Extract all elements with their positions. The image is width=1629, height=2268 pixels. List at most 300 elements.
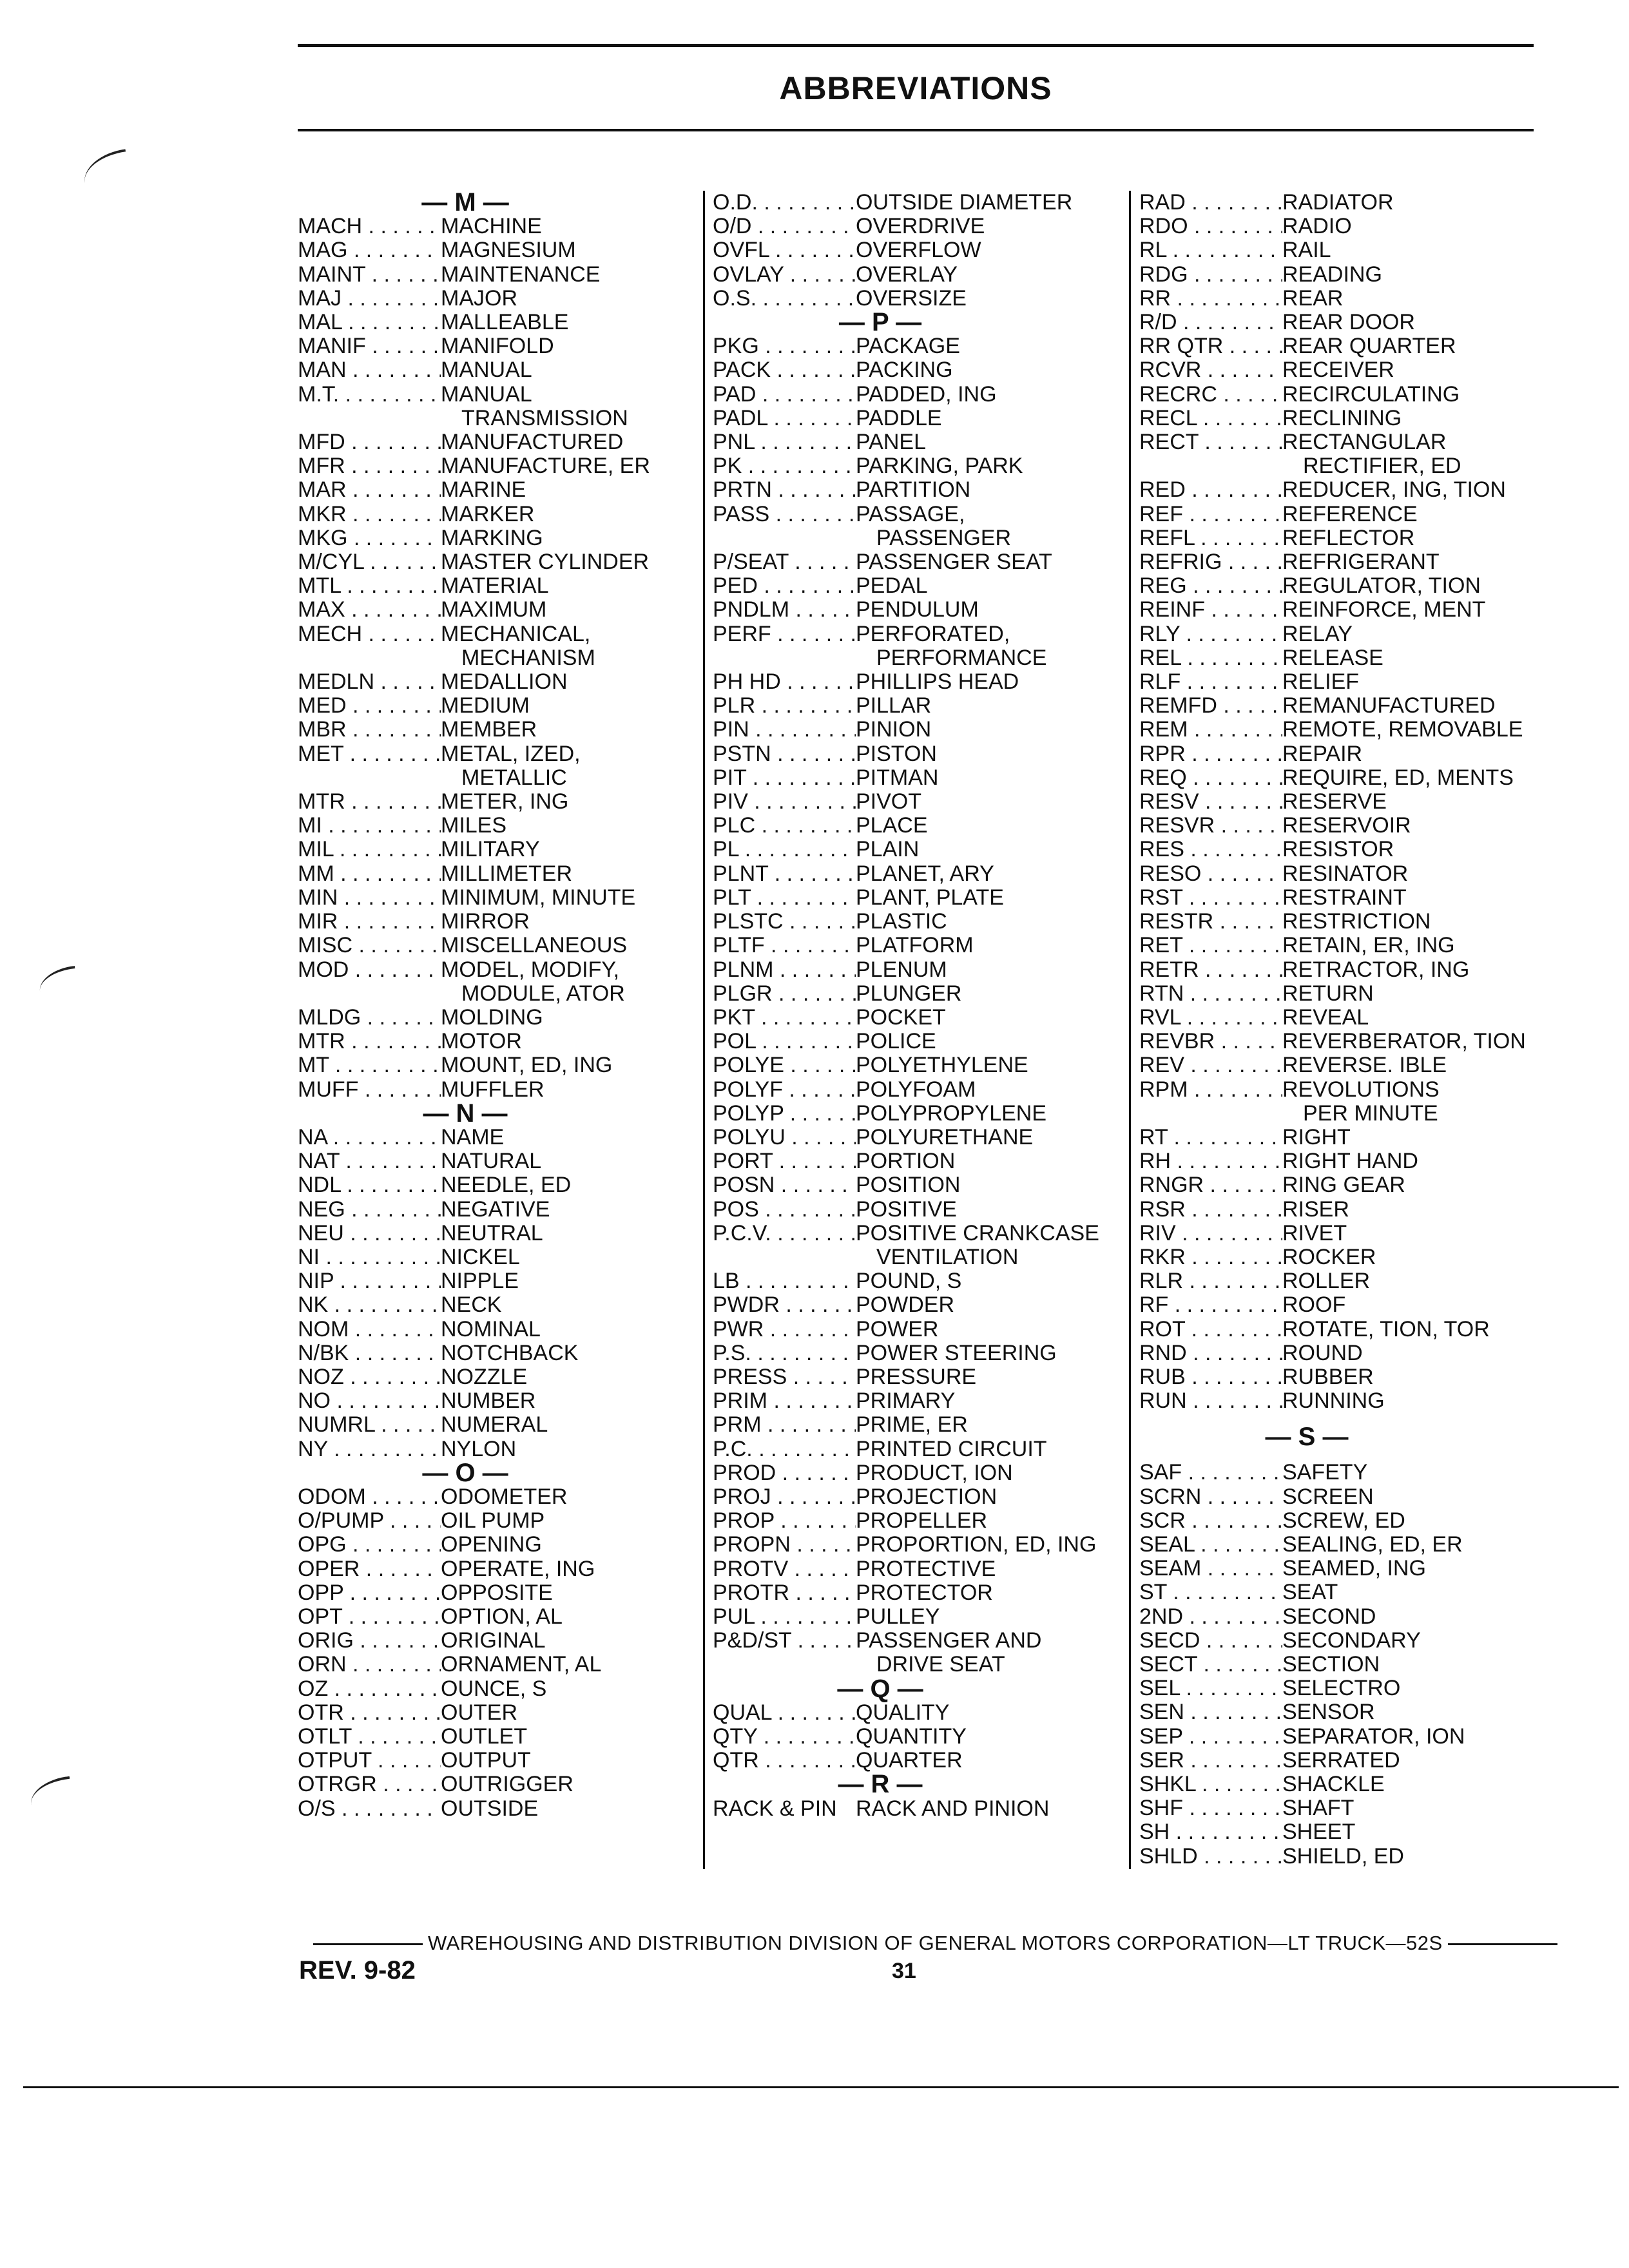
abbreviation-term: MIN . . .: [298, 886, 441, 910]
abbreviation-entry: [713, 958, 1115, 982]
abbreviation-term: ROT . . .: [1139, 1318, 1282, 1341]
abbreviation-term: QUAL . . .: [713, 1701, 856, 1725]
abbreviation-entry: [713, 886, 1115, 910]
abbreviation-definition: RESERVE: [1282, 789, 1387, 814]
abbreviation-entry: [1139, 1725, 1541, 1749]
abbreviation-entry: [713, 742, 1115, 766]
abbreviation-definition: RESINATOR: [1282, 861, 1409, 886]
abbreviation-definition: MOTOR: [441, 1029, 522, 1054]
abbreviation-definition: PORTION: [856, 1149, 956, 1174]
abbreviation-term: NI . . .: [298, 1245, 441, 1269]
abbreviation-term: RST . . .: [1139, 886, 1282, 910]
abbreviation-term: POL . . .: [713, 1030, 856, 1053]
abbreviation-definition: PLASTIC: [856, 909, 947, 934]
abbreviation-entry: [713, 334, 1115, 358]
abbreviation-term: P.C.V. . . .: [713, 1222, 856, 1245]
abbreviation-term: RETR . . .: [1139, 958, 1282, 982]
abbreviation-term: RESVR . . .: [1139, 814, 1282, 838]
abbreviation-term: MAINT . . .: [298, 263, 441, 287]
abbreviation-term: RES . . .: [1139, 838, 1282, 861]
abbreviation-term: SHKL . . .: [1139, 1773, 1282, 1796]
abbreviation-term: SECD . . .: [1139, 1629, 1282, 1653]
abbreviation-definition: MANUAL: [441, 381, 532, 407]
abbreviation-entry: [713, 1293, 1115, 1317]
abbreviation-entry: [298, 622, 710, 646]
abbreviation-entry: [713, 1006, 1115, 1030]
abbreviation-definition: PASSENGER SEAT: [856, 550, 1052, 575]
abbreviation-entry: [1139, 287, 1541, 311]
abbreviation-definition: PEDAL: [856, 573, 928, 599]
abbreviation-definition: MAXIMUM: [441, 597, 547, 622]
abbreviation-entry: [713, 1173, 1115, 1197]
abbreviation-entry: [1139, 1581, 1541, 1604]
abbreviation-definition: PHILLIPS HEAD: [856, 669, 1019, 695]
abbreviation-term: RET . . .: [1139, 934, 1282, 957]
abbreviation-definition: QUARTER: [856, 1748, 963, 1773]
abbreviation-entry: [713, 383, 1115, 407]
abbreviation-entry: [1139, 526, 1541, 550]
abbreviation-definition: OVERDRIVE: [856, 214, 985, 239]
abbreviation-entry: [298, 430, 710, 454]
abbreviation-definition: MODEL, MODIFY,: [441, 957, 620, 982]
abbreviation-definition: REINFORCE, MENT: [1282, 597, 1486, 622]
abbreviation-entry: [298, 1269, 710, 1293]
abbreviation-term: PLNT . . .: [713, 862, 856, 886]
abbreviation-definition: SECTION: [1282, 1651, 1380, 1677]
abbreviation-entry: [713, 1053, 1115, 1077]
abbreviation-term: MED . . .: [298, 694, 441, 718]
abbreviation-term: SEP . . .: [1139, 1725, 1282, 1749]
abbreviation-term: PLTF . . .: [713, 934, 856, 957]
abbreviation-definition: MECHANISM: [461, 645, 595, 670]
abbreviation-entry: [1139, 1126, 1541, 1149]
abbreviation-entry: [1139, 311, 1541, 334]
section-heading: — M —: [421, 188, 509, 216]
abbreviation-definition: NYLON: [441, 1436, 517, 1461]
abbreviation-term: PACK . . .: [713, 358, 856, 382]
abbreviation-entry: [298, 287, 710, 311]
abbreviation-term: POS . . .: [713, 1198, 856, 1222]
abbreviation-term: SCRN . . .: [1139, 1485, 1282, 1509]
abbreviation-entry: [298, 1581, 710, 1605]
abbreviation-entry: [298, 742, 710, 766]
abbreviation-entry: [1139, 766, 1541, 790]
abbreviation-term: PASS . . .: [713, 503, 856, 526]
abbreviation-definition: PIVOT: [856, 789, 922, 814]
abbreviation-definition: POSITIVE: [856, 1196, 957, 1222]
abbreviation-term: QTR . . .: [713, 1749, 856, 1773]
abbreviation-term: POSN . . .: [713, 1173, 856, 1197]
abbreviation-entry: [1139, 886, 1541, 910]
abbreviation-entry: [713, 263, 1115, 287]
abbreviation-term: NUMRL . . .: [298, 1413, 441, 1437]
abbreviation-definition: REAR: [1282, 285, 1344, 311]
abbreviation-entry: [713, 1461, 1115, 1485]
abbreviation-entry: [298, 1149, 710, 1173]
abbreviation-definition: ROTATE, TION, TOR: [1282, 1316, 1490, 1341]
abbreviation-definition: OPTION, AL: [441, 1604, 563, 1629]
abbreviation-entry: [298, 1173, 710, 1197]
abbreviation-definition: REPAIR: [1282, 741, 1363, 766]
abbreviation-definition: OVERFLOW: [856, 238, 981, 263]
abbreviation-definition: REDUCER, ING, TION: [1282, 477, 1506, 503]
abbreviation-entry: [1139, 1389, 1541, 1413]
abbreviation-entry: [1139, 790, 1541, 814]
abbreviation-entry: [298, 1653, 710, 1677]
abbreviation-term: SHF . . .: [1139, 1796, 1282, 1820]
abbreviation-definition: PADDLE: [856, 405, 942, 430]
abbreviation-entry: [1139, 1318, 1541, 1341]
abbreviation-definition: PRIMARY: [856, 1389, 956, 1414]
footer-line: [308, 1932, 1539, 1955]
abbreviation-entry: [713, 1389, 1115, 1413]
abbreviation-entry: [1139, 358, 1541, 382]
abbreviation-term: MIL . . .: [298, 838, 441, 861]
abbreviation-term: REFRIG . . .: [1139, 550, 1282, 574]
abbreviation-definition: RECIRCULATING: [1282, 381, 1460, 407]
abbreviation-definition: PENDULUM: [856, 597, 979, 622]
abbreviation-definition: NUMBER: [441, 1389, 536, 1414]
abbreviation-entry-continuation: [713, 1653, 1115, 1677]
abbreviation-term: O/S . . .: [298, 1797, 441, 1821]
abbreviation-entry: [298, 910, 710, 934]
abbreviation-definition: OPPOSITE: [441, 1580, 553, 1605]
abbreviation-term: NOM . . .: [298, 1318, 441, 1341]
abbreviation-entry: [713, 1030, 1115, 1053]
abbreviation-entry: [298, 503, 710, 526]
abbreviation-definition: OUTPUT: [441, 1748, 531, 1773]
abbreviation-entry-continuation: [298, 982, 710, 1006]
abbreviation-definition: RETRACTOR, ING: [1282, 957, 1470, 982]
abbreviation-entry: [1139, 1341, 1541, 1365]
abbreviation-term: RL . . .: [1139, 238, 1282, 262]
abbreviation-entry: [298, 814, 710, 838]
abbreviation-definition: ORNAMENT, AL: [441, 1652, 602, 1677]
abbreviation-term: REF . . .: [1139, 503, 1282, 526]
abbreviation-definition: PULLEY: [856, 1604, 940, 1629]
abbreviation-term: REINF . . .: [1139, 598, 1282, 622]
abbreviation-entry-continuation: [1139, 454, 1541, 478]
revision-label: REV. 9-82: [299, 1956, 416, 1984]
abbreviation-entry: [298, 334, 710, 358]
abbreviation-definition: MAINTENANCE: [441, 262, 601, 287]
abbreviation-term: MLDG . . .: [298, 1006, 441, 1030]
abbreviation-definition: PLANT, PLATE: [856, 885, 1004, 910]
abbreviation-entry: [713, 1149, 1115, 1173]
abbreviation-definition: RELAY: [1282, 621, 1353, 646]
abbreviation-entry: [1139, 1198, 1541, 1222]
abbreviation-entry: [713, 1078, 1115, 1102]
abbreviation-term: RESTR . . .: [1139, 910, 1282, 934]
abbreviation-term: REVBR . . .: [1139, 1030, 1282, 1053]
abbreviation-term: SHLD . . .: [1139, 1845, 1282, 1869]
abbreviation-indent: [713, 1245, 856, 1269]
abbreviation-indent: [298, 982, 441, 1006]
abbreviation-definition: PASSENGER: [876, 525, 1012, 550]
abbreviation-term: ORN . . .: [298, 1653, 441, 1677]
abbreviation-definition: RETAIN, ER, ING: [1282, 933, 1455, 958]
abbreviation-entry-continuation: [713, 526, 1115, 550]
abbreviation-entry: [713, 503, 1115, 526]
abbreviation-definition: PADDED, ING: [856, 381, 997, 407]
abbreviation-entry: [298, 1222, 710, 1245]
abbreviation-entry: [298, 1701, 710, 1725]
abbreviation-definition: MANUAL: [441, 358, 532, 383]
abbreviation-term: PLC . . .: [713, 814, 856, 838]
abbreviation-indent: [298, 407, 441, 430]
abbreviation-entry: [298, 215, 710, 238]
abbreviation-definition: PACKING: [856, 358, 953, 383]
abbreviation-term: PLT . . .: [713, 886, 856, 910]
abbreviation-term: P.C. . . .: [713, 1437, 856, 1461]
abbreviation-term: PAD . . .: [713, 383, 856, 407]
abbreviation-entry: [1139, 1509, 1541, 1533]
abbreviation-column-2: [702, 191, 1115, 1821]
abbreviation-definition: PERFORMANCE: [876, 645, 1047, 670]
abbreviation-indent: [713, 1653, 856, 1677]
binder-hole-mark: [37, 966, 77, 992]
abbreviation-definition: RUNNING: [1282, 1389, 1385, 1414]
abbreviation-entry: [713, 1509, 1115, 1533]
abbreviation-definition: RAIL: [1282, 238, 1331, 263]
abbreviation-term: RT . . .: [1139, 1126, 1282, 1149]
abbreviation-entry: [713, 670, 1115, 694]
section-heading: — N —: [423, 1099, 508, 1128]
abbreviation-term: PROJ . . .: [713, 1485, 856, 1509]
abbreviation-term: PLGR . . .: [713, 982, 856, 1006]
abbreviation-term: MANIF . . .: [298, 334, 441, 358]
abbreviation-definition: PLENUM: [856, 957, 947, 982]
abbreviation-definition: RECTANGULAR: [1282, 430, 1447, 455]
abbreviation-term: MFD . . .: [298, 430, 441, 454]
abbreviation-definition: RECEIVER: [1282, 358, 1394, 383]
abbreviation-definition: OVERSIZE: [856, 285, 967, 311]
abbreviation-definition: PERFORATED,: [856, 621, 1010, 646]
abbreviation-definition: POWER: [856, 1316, 939, 1341]
abbreviation-entry: [298, 1245, 710, 1269]
abbreviation-entry: [298, 1437, 710, 1461]
abbreviation-term: PLR . . .: [713, 694, 856, 718]
abbreviation-entry: [298, 1485, 710, 1509]
abbreviation-entry: [1139, 838, 1541, 861]
abbreviation-entry: [1139, 1700, 1541, 1724]
abbreviation-entry: [1139, 1078, 1541, 1102]
abbreviation-term: RLR . . .: [1139, 1269, 1282, 1293]
abbreviation-definition: PRIME, ER: [856, 1412, 968, 1437]
abbreviation-definition: OUTSIDE: [441, 1796, 539, 1821]
abbreviation-entry: [1139, 742, 1541, 766]
abbreviation-entry: [1139, 1820, 1541, 1844]
abbreviation-definition: MAJOR: [441, 285, 517, 311]
abbreviation-entry: [1139, 478, 1541, 502]
footer-dash: [313, 1943, 423, 1945]
abbreviation-entry: [298, 1318, 710, 1341]
abbreviation-entry: [298, 1509, 710, 1533]
abbreviation-entry: [298, 670, 710, 694]
abbreviation-entry: [713, 766, 1115, 790]
abbreviation-entry: [1139, 1749, 1541, 1773]
abbreviation-definition: POWDER: [856, 1293, 954, 1318]
abbreviation-definition: SERRATED: [1282, 1747, 1400, 1773]
abbreviation-definition: MATERIAL: [441, 573, 549, 599]
abbreviation-definition: MEDIUM: [441, 693, 530, 718]
abbreviation-term: PRESS . . .: [713, 1365, 856, 1389]
footer-dash: [1448, 1943, 1557, 1945]
abbreviation-term: MTR . . .: [298, 790, 441, 814]
abbreviation-definition: POUND, S: [856, 1269, 962, 1294]
abbreviation-term: MFR . . .: [298, 454, 441, 478]
abbreviation-entry: [1139, 1173, 1541, 1197]
abbreviation-term: PRIM . . .: [713, 1389, 856, 1413]
abbreviation-definition: RESTRICTION: [1282, 909, 1431, 934]
abbreviation-definition: SCREEN: [1282, 1484, 1374, 1509]
abbreviation-definition: MASTER CYLINDER: [441, 550, 650, 575]
top-rule: [298, 44, 1534, 47]
section-heading: — Q —: [837, 1674, 923, 1703]
abbreviation-definition: MANIFOLD: [441, 334, 554, 359]
abbreviation-term: ODOM . . .: [298, 1485, 441, 1509]
abbreviation-entry: [1139, 1293, 1541, 1317]
abbreviation-definition: SEPARATOR, ION: [1282, 1724, 1465, 1749]
abbreviation-entry: [298, 478, 710, 502]
abbreviation-definition: METER, ING: [441, 789, 569, 814]
abbreviation-definition: OPENING: [441, 1532, 542, 1557]
abbreviation-term: PROTR . . .: [713, 1581, 856, 1605]
abbreviation-definition: PROJECTION: [856, 1484, 998, 1509]
abbreviation-term: RDG . . .: [1139, 263, 1282, 287]
abbreviation-term: NO . . .: [298, 1389, 441, 1413]
abbreviation-definition: RELEASE: [1282, 645, 1383, 670]
abbreviation-definition: MISCELLANEOUS: [441, 933, 628, 958]
abbreviation-term: SAF . . .: [1139, 1461, 1282, 1485]
abbreviation-entry: [713, 574, 1115, 598]
abbreviation-definition: RECTIFIER, ED: [1303, 454, 1461, 479]
abbreviation-definition: OUNCE, S: [441, 1676, 547, 1701]
binder-hole-mark: [81, 149, 129, 183]
abbreviation-entry: [298, 1725, 710, 1749]
abbreviation-definition: SELECTRO: [1282, 1676, 1401, 1701]
abbreviation-definition: PARTITION: [856, 477, 971, 503]
abbreviation-definition: SECONDARY: [1282, 1628, 1421, 1653]
abbreviation-entry: [298, 574, 710, 598]
abbreviation-term: PK . . .: [713, 454, 856, 478]
abbreviation-term: 2ND . . .: [1139, 1605, 1282, 1629]
abbreviation-term: REQ . . .: [1139, 766, 1282, 790]
abbreviation-definition: TRANSMISSION: [461, 405, 628, 430]
abbreviation-entry: [713, 1725, 1115, 1749]
abbreviation-definition: REVEAL: [1282, 1004, 1369, 1030]
abbreviation-term: OTRGR . . .: [298, 1773, 441, 1796]
abbreviation-term: RED . . .: [1139, 478, 1282, 502]
abbreviation-entry: [1139, 670, 1541, 694]
abbreviation-term: NA . . .: [298, 1126, 441, 1149]
abbreviation-term: MAR . . .: [298, 478, 441, 502]
abbreviation-term: RESO . . .: [1139, 862, 1282, 886]
abbreviation-entry: [298, 358, 710, 382]
abbreviation-definition: REFLECTOR: [1282, 525, 1415, 550]
abbreviation-entry: [713, 1533, 1115, 1557]
abbreviation-entry: [713, 934, 1115, 957]
abbreviation-term: REMFD . . .: [1139, 694, 1282, 718]
abbreviation-entry: [713, 1485, 1115, 1509]
abbreviation-definition: POSITION: [856, 1173, 961, 1198]
abbreviation-term: RCVR . . .: [1139, 358, 1282, 382]
abbreviation-entry: [298, 1533, 710, 1557]
abbreviation-term: OTLT . . .: [298, 1725, 441, 1749]
abbreviation-definition: ROCKER: [1282, 1244, 1376, 1269]
abbreviation-definition: REAR DOOR: [1282, 310, 1415, 335]
abbreviation-definition: READING: [1282, 262, 1382, 287]
abbreviation-term: NAT . . .: [298, 1149, 441, 1173]
abbreviation-definition: OUTRIGGER: [441, 1772, 574, 1797]
abbreviation-entry: [1139, 407, 1541, 430]
abbreviation-definition: PLUNGER: [856, 981, 962, 1006]
abbreviation-definition: OUTER: [441, 1700, 517, 1725]
abbreviation-entry: [713, 1797, 1115, 1821]
abbreviation-entry: [713, 238, 1115, 262]
abbreviation-entry: [1139, 622, 1541, 646]
abbreviation-definition: REAR QUARTER: [1282, 334, 1456, 359]
abbreviation-term: MET . . .: [298, 742, 441, 766]
abbreviation-term: PROTV . . .: [713, 1557, 856, 1581]
abbreviation-definition: RETURN: [1282, 981, 1374, 1006]
abbreviation-term: REL . . .: [1139, 646, 1282, 670]
abbreviation-term: RECRC . . .: [1139, 383, 1282, 407]
abbreviation-term: MAX . . .: [298, 598, 441, 622]
title-rule: [298, 129, 1534, 131]
abbreviation-term: MIR . . .: [298, 910, 441, 934]
abbreviation-entry: [298, 694, 710, 718]
abbreviation-definition: RADIATOR: [1282, 190, 1394, 215]
abbreviation-definition: MARINE: [441, 477, 526, 503]
abbreviation-entry: [298, 1198, 710, 1222]
abbreviation-entry: [713, 598, 1115, 622]
abbreviation-definition: RESTRAINT: [1282, 885, 1407, 910]
abbreviation-definition: RIGHT HAND: [1282, 1149, 1418, 1174]
abbreviation-term: OZ . . .: [298, 1677, 441, 1701]
abbreviation-definition: DRIVE SEAT: [876, 1652, 1005, 1677]
abbreviation-entry: [1139, 1533, 1541, 1557]
abbreviation-definition: OVERLAY: [856, 262, 958, 287]
abbreviation-term: PROD . . .: [713, 1461, 856, 1485]
abbreviation-term: OPER . . .: [298, 1557, 441, 1581]
abbreviation-entry-continuation: [298, 407, 710, 430]
abbreviation-definition: REVERBERATOR, TION: [1282, 1029, 1526, 1054]
abbreviation-indent: [713, 646, 856, 670]
abbreviation-entry: [713, 1629, 1115, 1653]
abbreviation-definition: MAGNESIUM: [441, 238, 576, 263]
abbreviation-term: OTPUT . . .: [298, 1749, 441, 1773]
abbreviation-entry: [1139, 1557, 1541, 1581]
abbreviation-entry: [298, 263, 710, 287]
abbreviation-term: OTR . . .: [298, 1701, 441, 1725]
abbreviation-entry: [713, 910, 1115, 934]
abbreviation-definition: RELIEF: [1282, 669, 1360, 695]
abbreviation-entry: [298, 1078, 710, 1102]
abbreviation-entry: [713, 718, 1115, 742]
abbreviation-term: RACK & PIN: [713, 1796, 837, 1821]
abbreviation-definition: RIVET: [1282, 1220, 1347, 1245]
abbreviation-term: P.S. . . .: [713, 1341, 856, 1365]
abbreviation-term: P&D/ST . . .: [713, 1629, 856, 1653]
abbreviation-entry: [713, 838, 1115, 861]
abbreviation-term: SER . . .: [1139, 1749, 1282, 1773]
abbreviation-term: RAD . . .: [1139, 191, 1282, 215]
abbreviation-term: MTR . . .: [298, 1030, 441, 1053]
abbreviation-definition: RISER: [1282, 1196, 1349, 1222]
abbreviation-term: PWR . . .: [713, 1318, 856, 1341]
abbreviation-term: OPG . . .: [298, 1533, 441, 1557]
